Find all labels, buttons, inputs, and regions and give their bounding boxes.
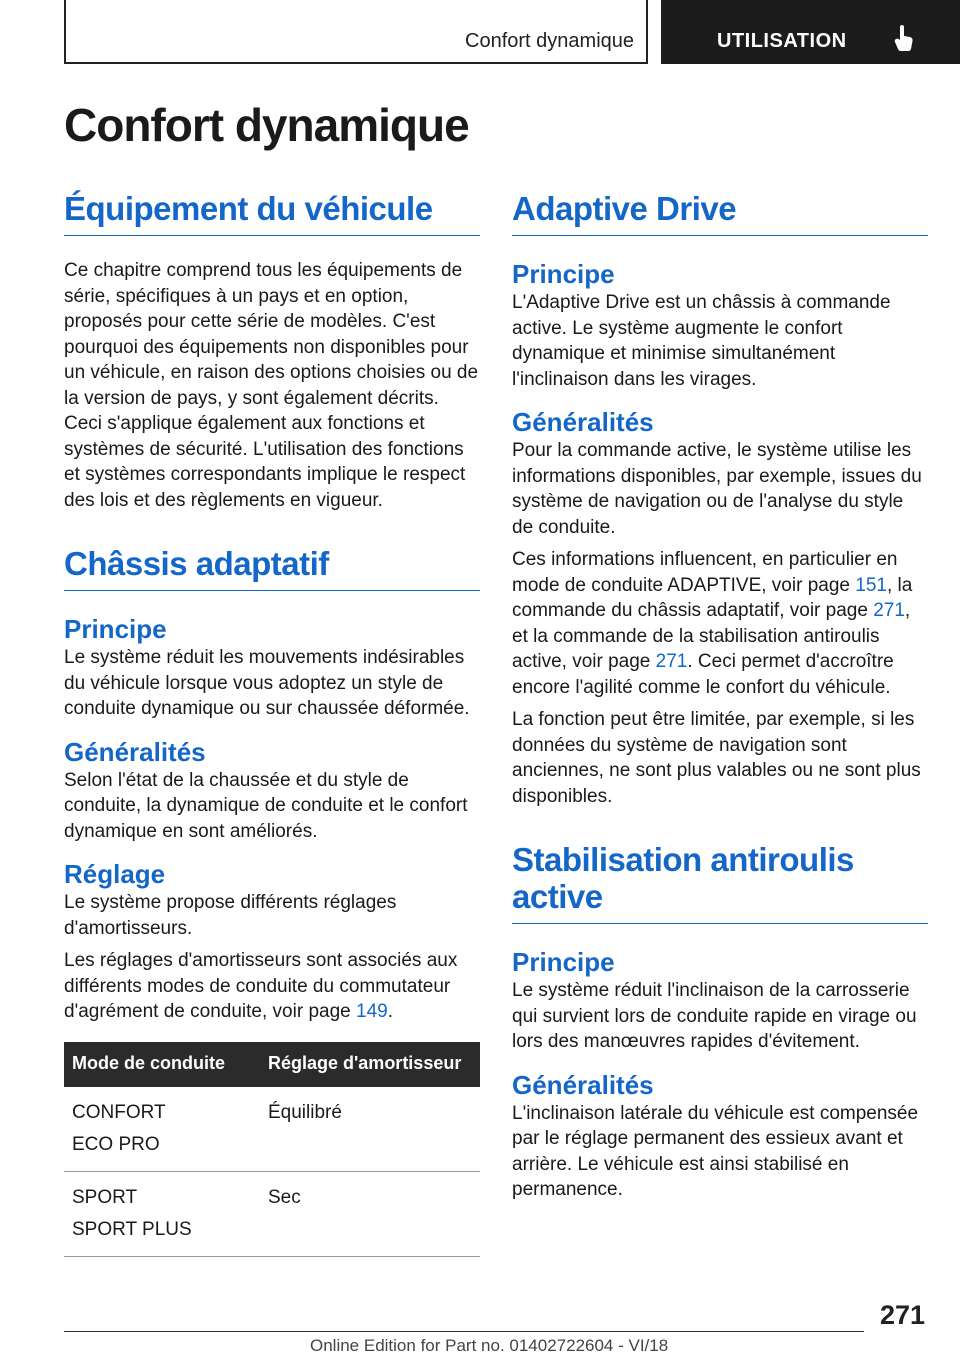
page-link-149[interactable]: 149 [356, 1001, 388, 1022]
adaptive-generalites-p1: Pour la commande active, le système utilise les informations disponibles, par exemple, issues du système de navigation ou de l'analyse du style de conduite. [512, 440, 922, 538]
stabilisation-generalites-heading: Généralités [512, 1069, 654, 1100]
header-chapter-title: UTILISATION [717, 30, 847, 52]
header-section-box [64, 0, 648, 64]
table-cell-mode [64, 1171, 260, 1256]
adaptive-generalites-p3: La fonction peut être limitée, par exemple, si les données du système de navigation sont anciennes, ne sont plus valables ou ne sont plus disponibles. [512, 709, 921, 807]
chassis-generalites-body: Selon l'état de la chaussée et du style de conduite, la dynamique de conduite et le confort dynamique en sont améliorés. [64, 769, 468, 842]
mode-label: SPORT [72, 1186, 138, 1208]
left-column [64, 190, 480, 1257]
table-cell-setting: Sec [260, 1171, 480, 1256]
table-header-row [64, 1042, 480, 1087]
stabilisation-generalites-body: L'inclinaison latérale du véhicule est compensée par le réglage permanent des essieux avant et arrière. Le véhicule est ainsi stabilisé en permanence. [512, 1102, 919, 1200]
page-title: Confort dynamique [64, 99, 469, 151]
section-title-chassis: Châssis adaptatif [64, 545, 480, 591]
chassis-principe-heading: Principe [64, 614, 167, 644]
section-title-stabilisation [512, 841, 928, 924]
mode-label: SPORT PLUS [72, 1218, 192, 1240]
reglage-p2-text: Les réglages d'amortisseurs sont associés aux différents modes de conduite du commutateur d'agrément de conduite, voir page [64, 950, 458, 1022]
adaptive-principe-heading: Principe [512, 259, 615, 289]
chassis-reglage-p1: Le système propose différents réglages d'amortisseurs. [64, 892, 397, 939]
mode-label: CONFORT [72, 1101, 166, 1123]
page-link-271[interactable]: 271 [655, 651, 688, 672]
chassis-reglage-heading: Réglage [64, 859, 166, 889]
adaptive-generalites-heading: Généralités [512, 407, 654, 437]
page-link-151[interactable]: 151 [855, 574, 887, 596]
gen-p2-text: , et la commande de la stabilisation antiroulis active, voir page [512, 600, 911, 672]
chassis-generalites-heading: Généralités [64, 736, 206, 767]
table-cell-mode [64, 1087, 260, 1172]
gen-p2-text: Ces informations influencent, en particulier en mode de conduite ADAPTIVE, voir page [512, 549, 898, 596]
mode-label: ECO PRO [72, 1133, 160, 1155]
adaptive-principe-body: L'Adaptive Drive est un châssis à commande active. Le système augmente le confort dynamique et minimise simultanément l'inclinaison dans les virages. [512, 292, 891, 390]
footer-edition: Online Edition for Part no. 01402722604 - VI/18 [310, 1336, 669, 1355]
stabilisation-title-line1: Stabilisation antiroulis [512, 841, 854, 878]
footer-divider [64, 1331, 864, 1332]
table-cell-setting: Équilibré [260, 1087, 480, 1172]
gen-p2-text: . Ceci permet d'accroître encore l'agilité comme le confort du véhicule. [512, 651, 894, 698]
table-header-setting: Réglage d'amortisseur [260, 1042, 480, 1087]
equipement-body: Ce chapitre comprend tous les équipements de série, spécifiques à un pays et en option, proposés pour cette série de modèles. C'est pourquoi des équipements non disponibles pour un véhicule, en raison des options choisies ou de la version de pays, y sont également décrits. Ceci s'applique également aux fonctions et systèmes de sécurité. L'utilisation des fonctions et systèmes correspondants implique le respect des lois et des règlements en vigueur. [64, 260, 479, 511]
table-header-mode: Mode de conduite [64, 1042, 260, 1087]
page-number: 271 [879, 1300, 925, 1330]
adaptive-generalites-p2 [512, 547, 928, 700]
gen-p2-text: , la commande du châssis adaptatif, voir page [512, 574, 913, 621]
right-column [512, 190, 928, 1203]
stabilisation-principe-body: Le système réduit l'inclinaison de la carrosserie qui survient lors de conduite rapide en virage ou lors des manœuvres rapides d'évitement. [512, 980, 917, 1052]
stabilisation-principe-heading: Principe [512, 947, 615, 977]
header-chapter-box [661, 0, 960, 64]
table-row [64, 1087, 480, 1172]
chassis-principe-body: Le système réduit les mouvements indésirables du véhicule lorsque vous adoptez un style de conduite dynamique ou sur chaussée déformée. [64, 647, 470, 719]
section-title-equipement: Équipement du véhicule [64, 190, 480, 236]
header-section-title: Confort dynamique [465, 30, 634, 52]
section-title-adaptive-drive: Adaptive Drive [512, 190, 928, 236]
page-link-271[interactable]: 271 [873, 600, 905, 621]
chassis-reglage-p2 [64, 948, 480, 1025]
stabilisation-title-line2: active [512, 878, 603, 915]
reglage-p2-end: . [387, 1001, 393, 1022]
table-row [64, 1171, 480, 1256]
pointing-hand-icon [893, 24, 915, 52]
damper-settings-table [64, 1042, 480, 1257]
